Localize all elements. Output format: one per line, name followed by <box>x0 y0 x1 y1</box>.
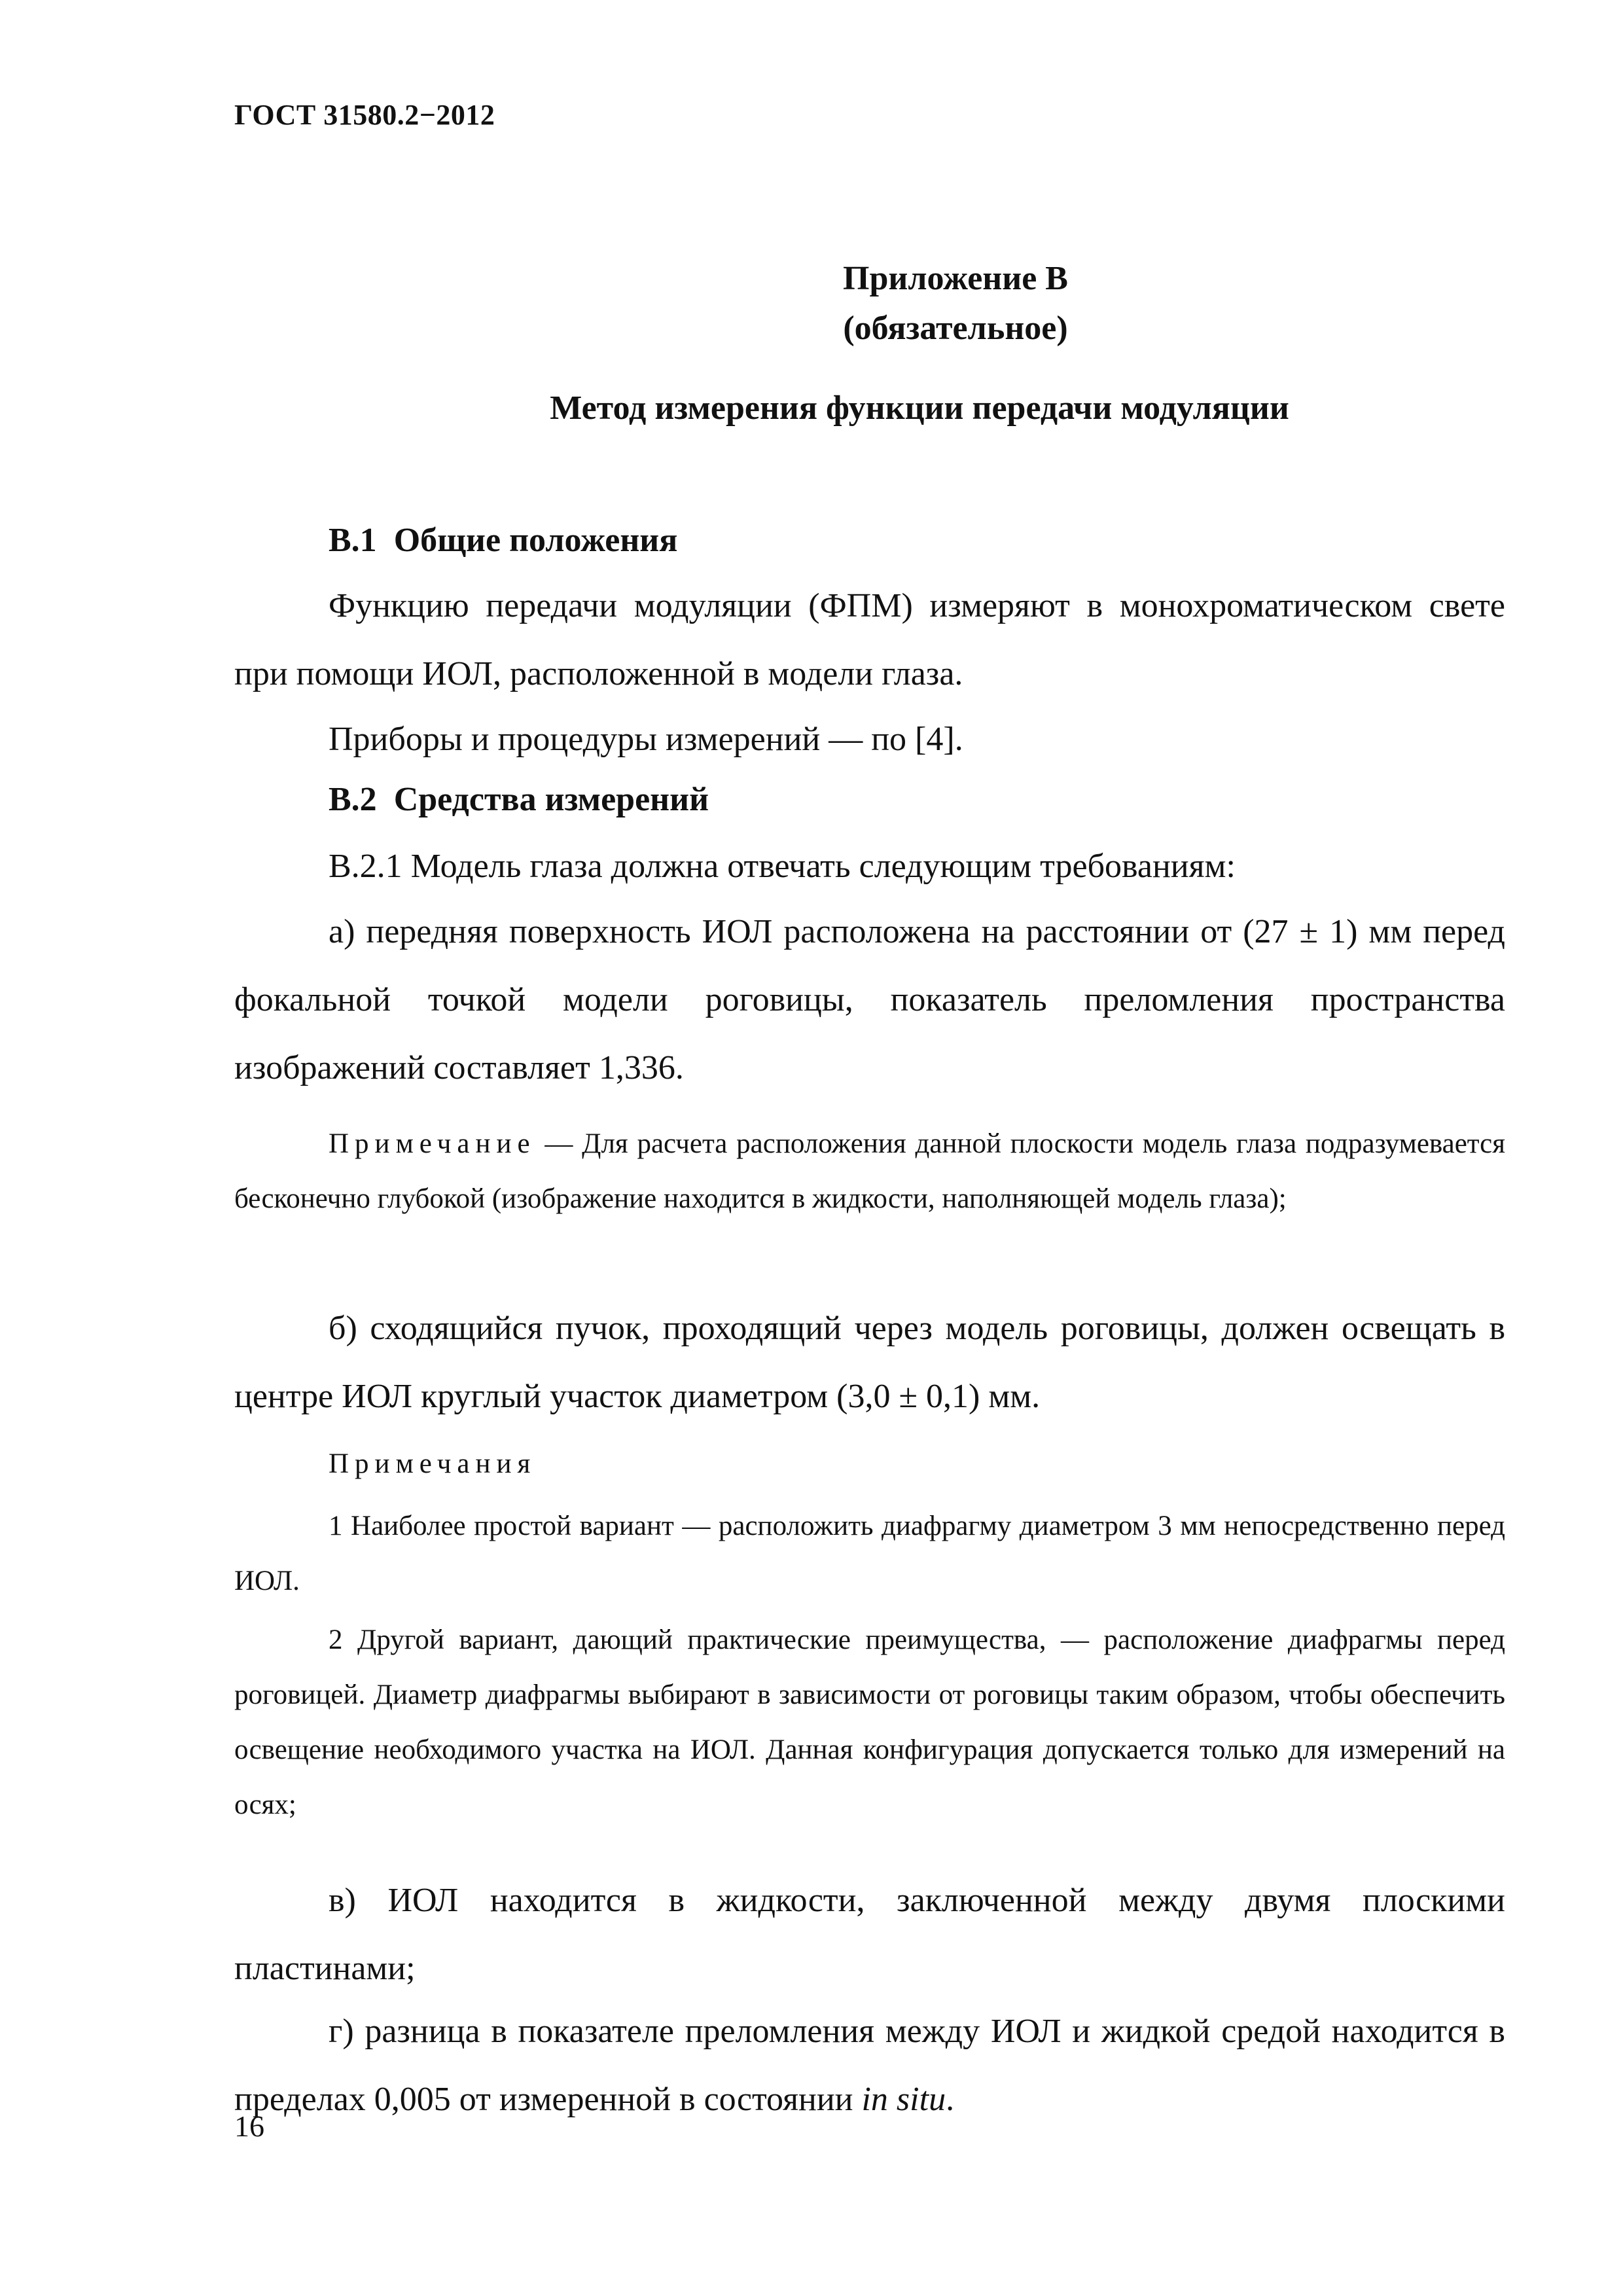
item-v: в) ИОЛ находится в жидкости, заключенной между двумя плоскими пластинами; <box>234 1882 1505 1987</box>
section-b1-heading <box>329 521 677 560</box>
section-b1-paragraph-2: Приборы и процедуры измерений — по [4]. <box>329 721 963 758</box>
appendix-title <box>785 254 1126 353</box>
section-b1-title: Общие положения <box>393 522 678 559</box>
item-g-text: г) разница в показателе преломления между ИОЛ и жидкой средой находится в пределах 0,005 от измеренной в состоянии <box>234 2013 1505 2118</box>
note-b2: 2 Другой вариант, дающий практические преимущества, — расположение диафрагмы перед роговицей. Диаметр диафрагмы выбирают в зависимости от роговицы таким образом, чтобы обеспечить освещение необходимого участка на ИОЛ. Данная конфигурация допускается только для измерений на осях; <box>234 1624 1505 1820</box>
method-title: Метод измерения функции передачи модуляции <box>550 389 1289 427</box>
section-b2-number: В.2 <box>329 781 377 818</box>
item-b: б) сходящийся пучок, проходящий через модель роговицы, должен освещать в центре ИОЛ круглый участок диаметром (3,0 ± 0,1) мм. <box>234 1310 1505 1415</box>
section-b2-title: Средства измерений <box>393 781 709 818</box>
clause-b21: В.2.1 Модель глаза должна отвечать следующим требованиям: <box>329 848 1236 885</box>
item-g <box>234 1998 1505 2134</box>
note-a-label: Примечание <box>329 1128 536 1159</box>
appendix-title-line1: Приложение В <box>843 260 1068 297</box>
note-a-text: — Для расчета расположения данной плоскости модель глаза подразумевается бесконечно глубокой (изображение находится в жидкости, наполняющей модель глаза); <box>234 1128 1505 1214</box>
item-a: а) передняя поверхность ИОЛ расположена на расстоянии от (27 ± 1) мм перед фокальной точкой модели роговицы, показатель преломления пространства изображений составляет 1,336. <box>234 913 1505 1086</box>
section-b1-paragraph-1: Функцию передачи модуляции (ФПМ) измеряют в монохроматическом свете при помощи ИОЛ, расположенной в модели глаза. <box>234 587 1505 692</box>
item-g-end: . <box>946 2081 955 2118</box>
item-g-italic: in situ <box>861 2081 946 2118</box>
appendix-title-line2: (обязательное) <box>843 310 1068 347</box>
document-code-header: ГОСТ 31580.2−2012 <box>234 99 495 131</box>
page-number: 16 <box>234 2109 264 2143</box>
note-b1: 1 Наиболее простой вариант — расположить диафрагму диаметром 3 мм непосредственно перед ИОЛ. <box>234 1511 1505 1596</box>
note-a <box>234 1117 1505 1227</box>
notes-b-heading: Примечания <box>329 1448 537 1479</box>
section-b2-heading <box>329 780 709 819</box>
section-b1-number: В.1 <box>329 522 377 559</box>
